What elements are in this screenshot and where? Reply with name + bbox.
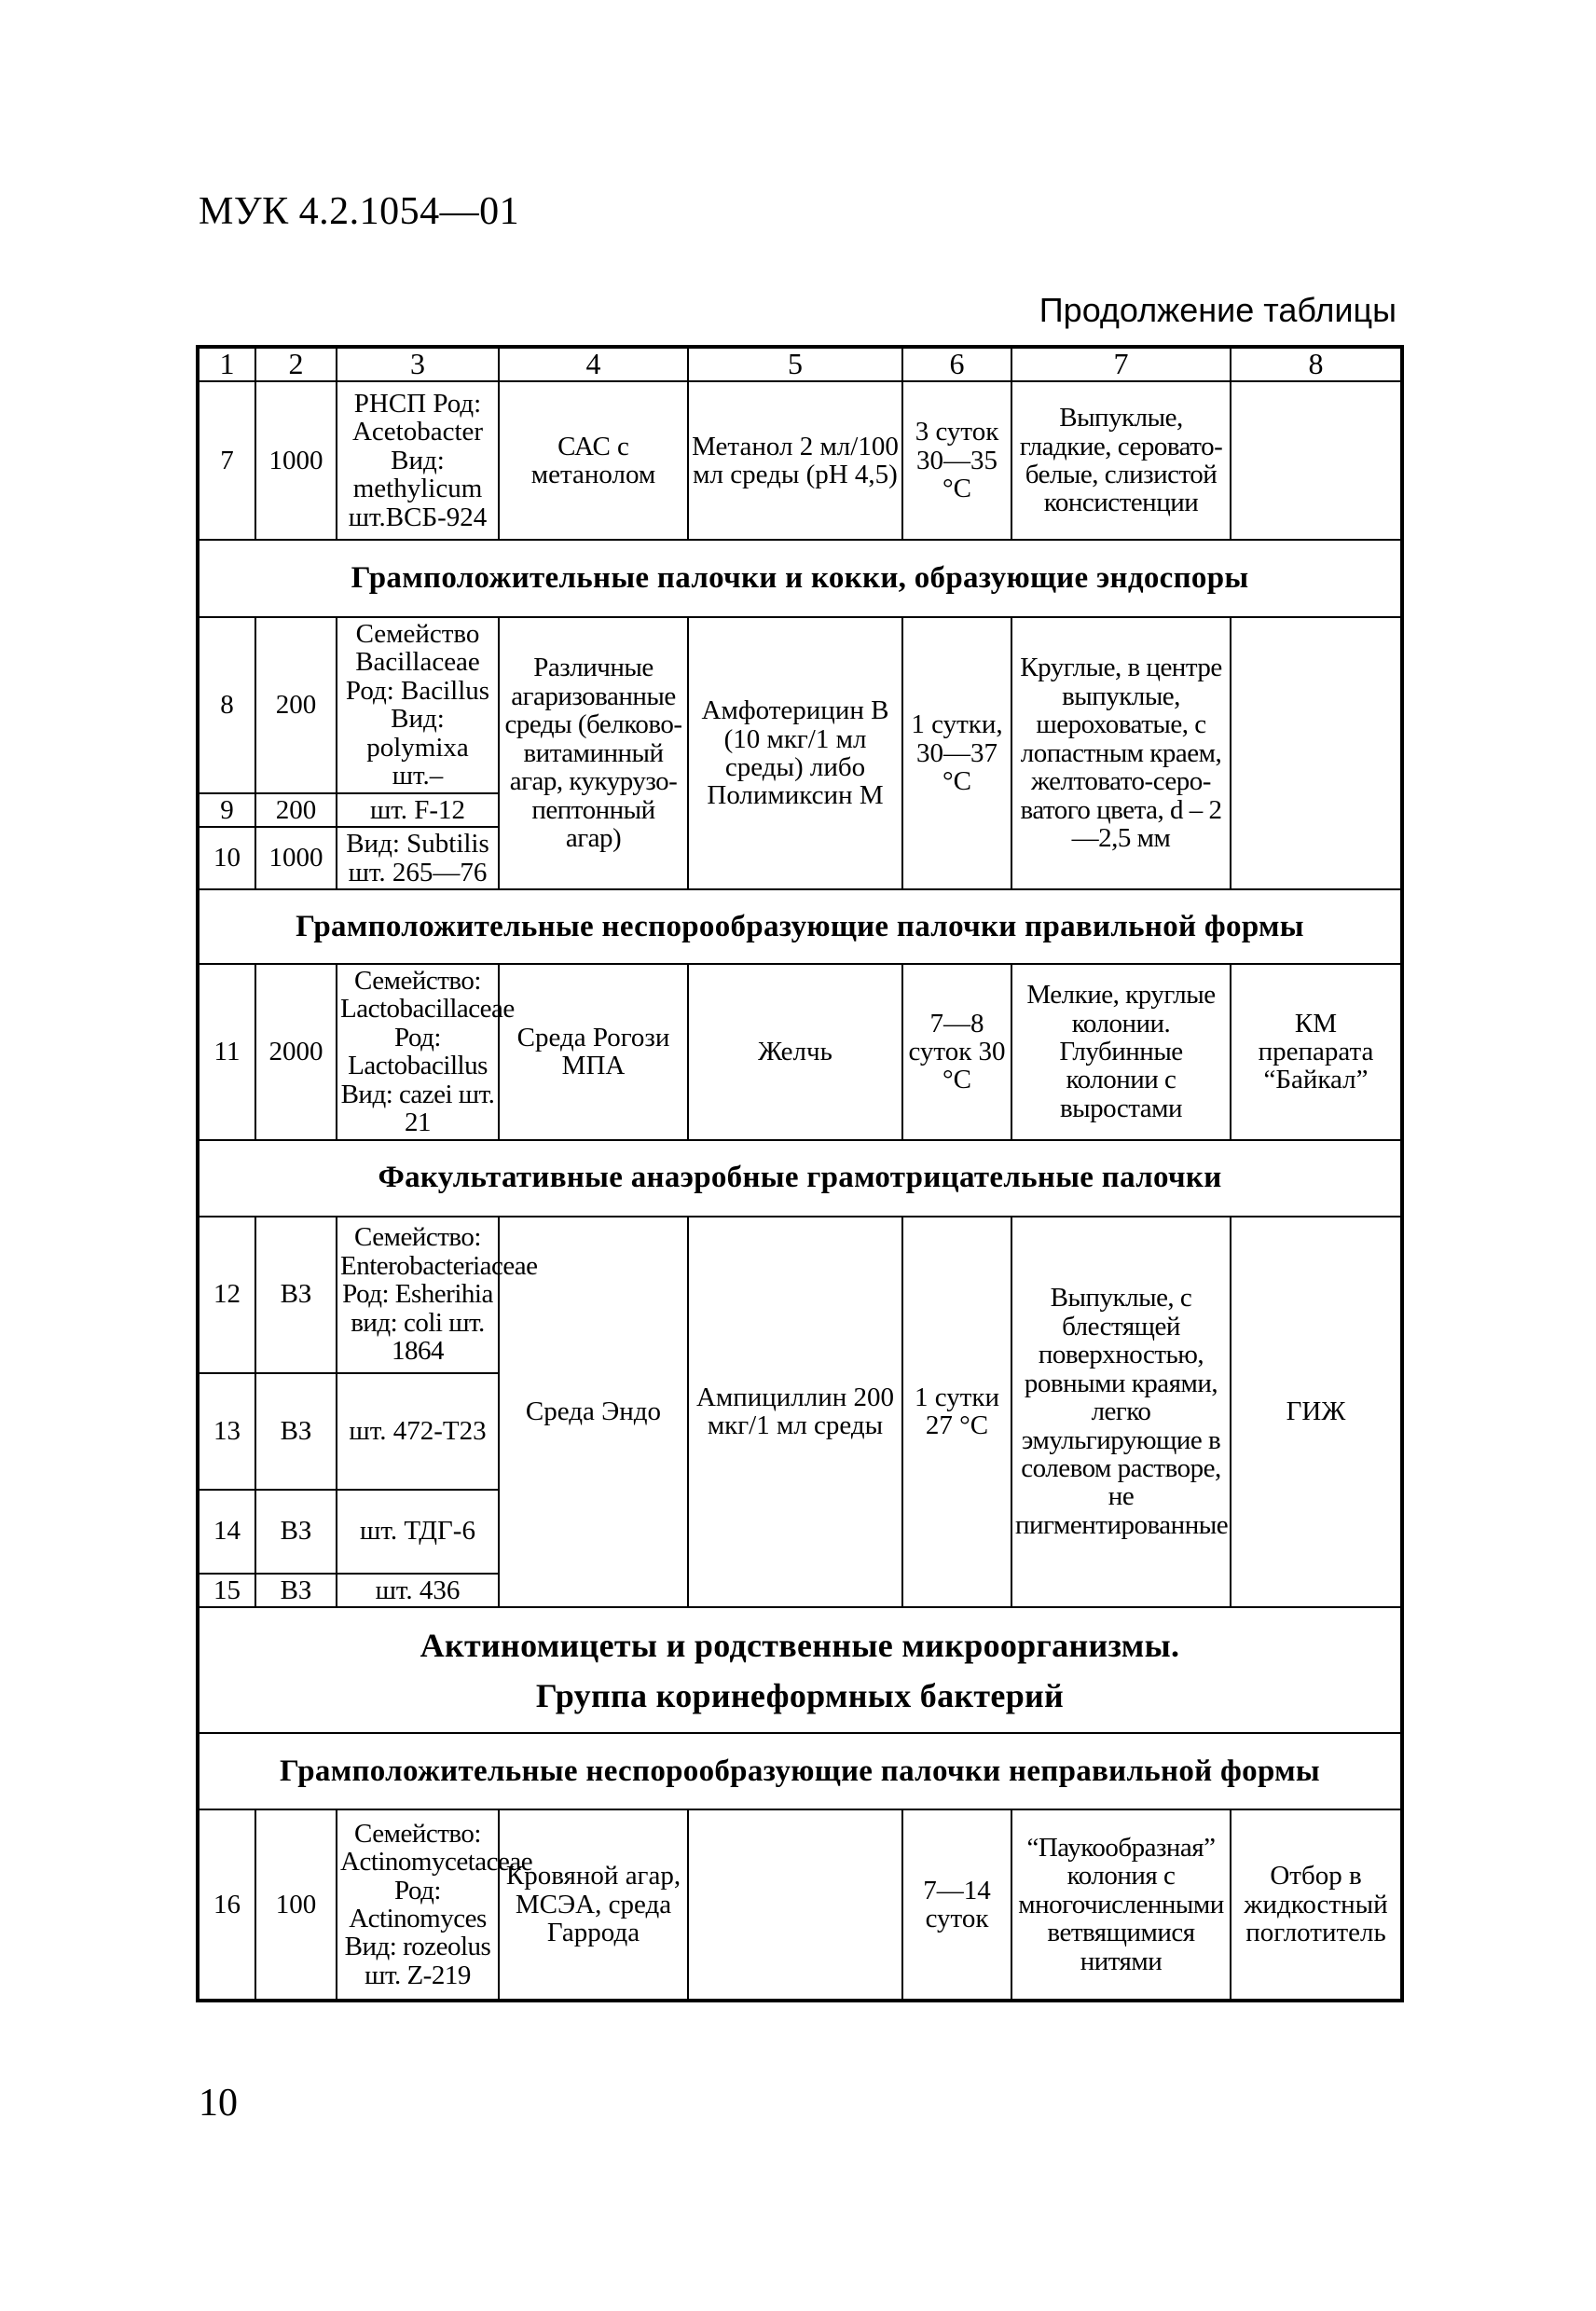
row-number: 16 [198,1809,255,2001]
selective-cell: Метанол 2 мл/100 мл среды (pH 4,5) [688,381,902,540]
col-num: 2 [255,347,337,381]
section-row [198,889,1402,964]
strain-cell: шт. 436 [337,1574,499,1607]
section-row [198,1140,1402,1217]
note-cell: ГИЖ [1231,1217,1402,1607]
medium-cell: Среда Эндо [499,1217,688,1607]
section-heading: Грамположительные неспорообразующие палочки правильной формы [198,889,1402,964]
conditions-cell: 7—8 суток 30 °С [902,964,1011,1140]
row-number: 9 [198,793,255,827]
dose-cell: ВЗ [255,1574,337,1607]
col-num: 6 [902,347,1011,381]
strain-cell: шт. F-12 [337,793,499,827]
conditions-cell: 3 суток 30—35 °С [902,381,1011,540]
col-num: 1 [198,347,255,381]
data-table [196,345,1404,2002]
colony-cell: Выпуклые, с блестящей поверхностью, ровными краями, легко эмульгирующие в солевом растворе, не пигментированные [1011,1217,1231,1607]
col-num: 4 [499,347,688,381]
row-number: 11 [198,964,255,1140]
page-number: 10 [199,2082,238,2125]
table-row [198,1217,1402,1373]
section-heading [198,1607,1402,1733]
conditions-cell: 1 сутки, 30—37 °С [902,617,1011,889]
table-row [198,1809,1402,2001]
strain-cell: Семейство: Enterobacteriaceae Род: Esherihia вид: coli шт. 1864 [337,1217,499,1373]
row-number: 15 [198,1574,255,1607]
dose-cell: ВЗ [255,1217,337,1373]
selective-cell: Амфотерицин В (10 мкг/1 мл среды) либо Полимиксин М [688,617,902,889]
col-num: 5 [688,347,902,381]
medium-cell: САС с метанолом [499,381,688,540]
conditions-cell: 7—14 суток [902,1809,1011,2001]
column-numbers-row [198,347,1402,381]
section-heading-line: Группа коринеформных бактерий [535,1676,1065,1714]
dose-cell: 100 [255,1809,337,2001]
section-heading: Факультативные анаэробные грамотрицательные палочки [198,1140,1402,1217]
table-row [198,964,1402,1140]
dose-cell: 200 [255,617,337,793]
strain-cell: Семейство: Actinomycetaceae Род: Actinomyces Вид: rozeolus шт. Z-219 [337,1809,499,2001]
table-continuation-label: Продолжение таблицы [1039,291,1396,329]
colony-cell: Круглые, в центре выпуклые, шероховатые, с лопастным краем, желтовато-серо-ватого цвета, d – 2—2,5 мм [1011,617,1231,889]
row-number: 14 [198,1490,255,1574]
strain-cell: Семейство Bacillaceae Род: Bacillus Вид: polymixa шт.– [337,617,499,793]
medium-cell: Среда Рогози МПА [499,964,688,1140]
strain-cell: Вид: Subtilis шт. 265—76 [337,827,499,889]
conditions-cell: 1 сутки 27 °С [902,1217,1011,1607]
table-row [198,381,1402,540]
note-cell: Отбор в жидкостный поглотитель [1231,1809,1402,2001]
medium-cell: Различные агаризованные среды (белково-витаминный агар, кукурузо-пептонный агар) [499,617,688,889]
col-num: 7 [1011,347,1231,381]
note-cell [1231,617,1402,889]
col-num: 3 [337,347,499,381]
dose-cell: 2000 [255,964,337,1140]
strain-cell: шт. ТДГ-6 [337,1490,499,1574]
strain-cell: РНСП Род: Acetobacter Вид: methylicum шт.ВСБ-924 [337,381,499,540]
section-row [198,1607,1402,1733]
dose-cell: 1000 [255,827,337,889]
medium-cell: Кровяной агар, МСЭА, среда Гаррода [499,1809,688,2001]
section-heading-line: Актиномицеты и родственные микроорганизмы. [420,1626,1180,1664]
strain-cell: шт. 472-Т23 [337,1373,499,1490]
colony-cell: Мелкие, круглые колонии. Глубинные колонии с выростами [1011,964,1231,1140]
dose-cell: 1000 [255,381,337,540]
row-number: 10 [198,827,255,889]
section-heading: Грамположительные палочки и кокки, образующие эндоспоры [198,540,1402,617]
colony-cell: Выпуклые, гладкие, серовато-белые, слизистой консистенции [1011,381,1231,540]
dose-cell: ВЗ [255,1373,337,1490]
dose-cell: ВЗ [255,1490,337,1574]
section-row [198,1733,1402,1809]
col-num: 8 [1231,347,1402,381]
row-number: 13 [198,1373,255,1490]
row-number: 7 [198,381,255,540]
selective-cell [688,1809,902,2001]
dose-cell: 200 [255,793,337,827]
selective-cell: Ампициллин 200 мкг/1 мл среды [688,1217,902,1607]
document-code: МУК 4.2.1054—01 [199,190,520,233]
section-row [198,540,1402,617]
table-row [198,617,1402,793]
note-cell: КМ препарата “Байкал” [1231,964,1402,1140]
note-cell [1231,381,1402,540]
strain-cell: Семейство: Lactobacillaceae Род: Lactobacillus Вид: cazei шт. 21 [337,964,499,1140]
section-heading: Грамположительные неспорообразующие палочки неправильной формы [198,1733,1402,1809]
selective-cell: Желчь [688,964,902,1140]
colony-cell: “Паукообразная” колония с многочисленными ветвящимися нитями [1011,1809,1231,2001]
row-number: 8 [198,617,255,793]
row-number: 12 [198,1217,255,1373]
